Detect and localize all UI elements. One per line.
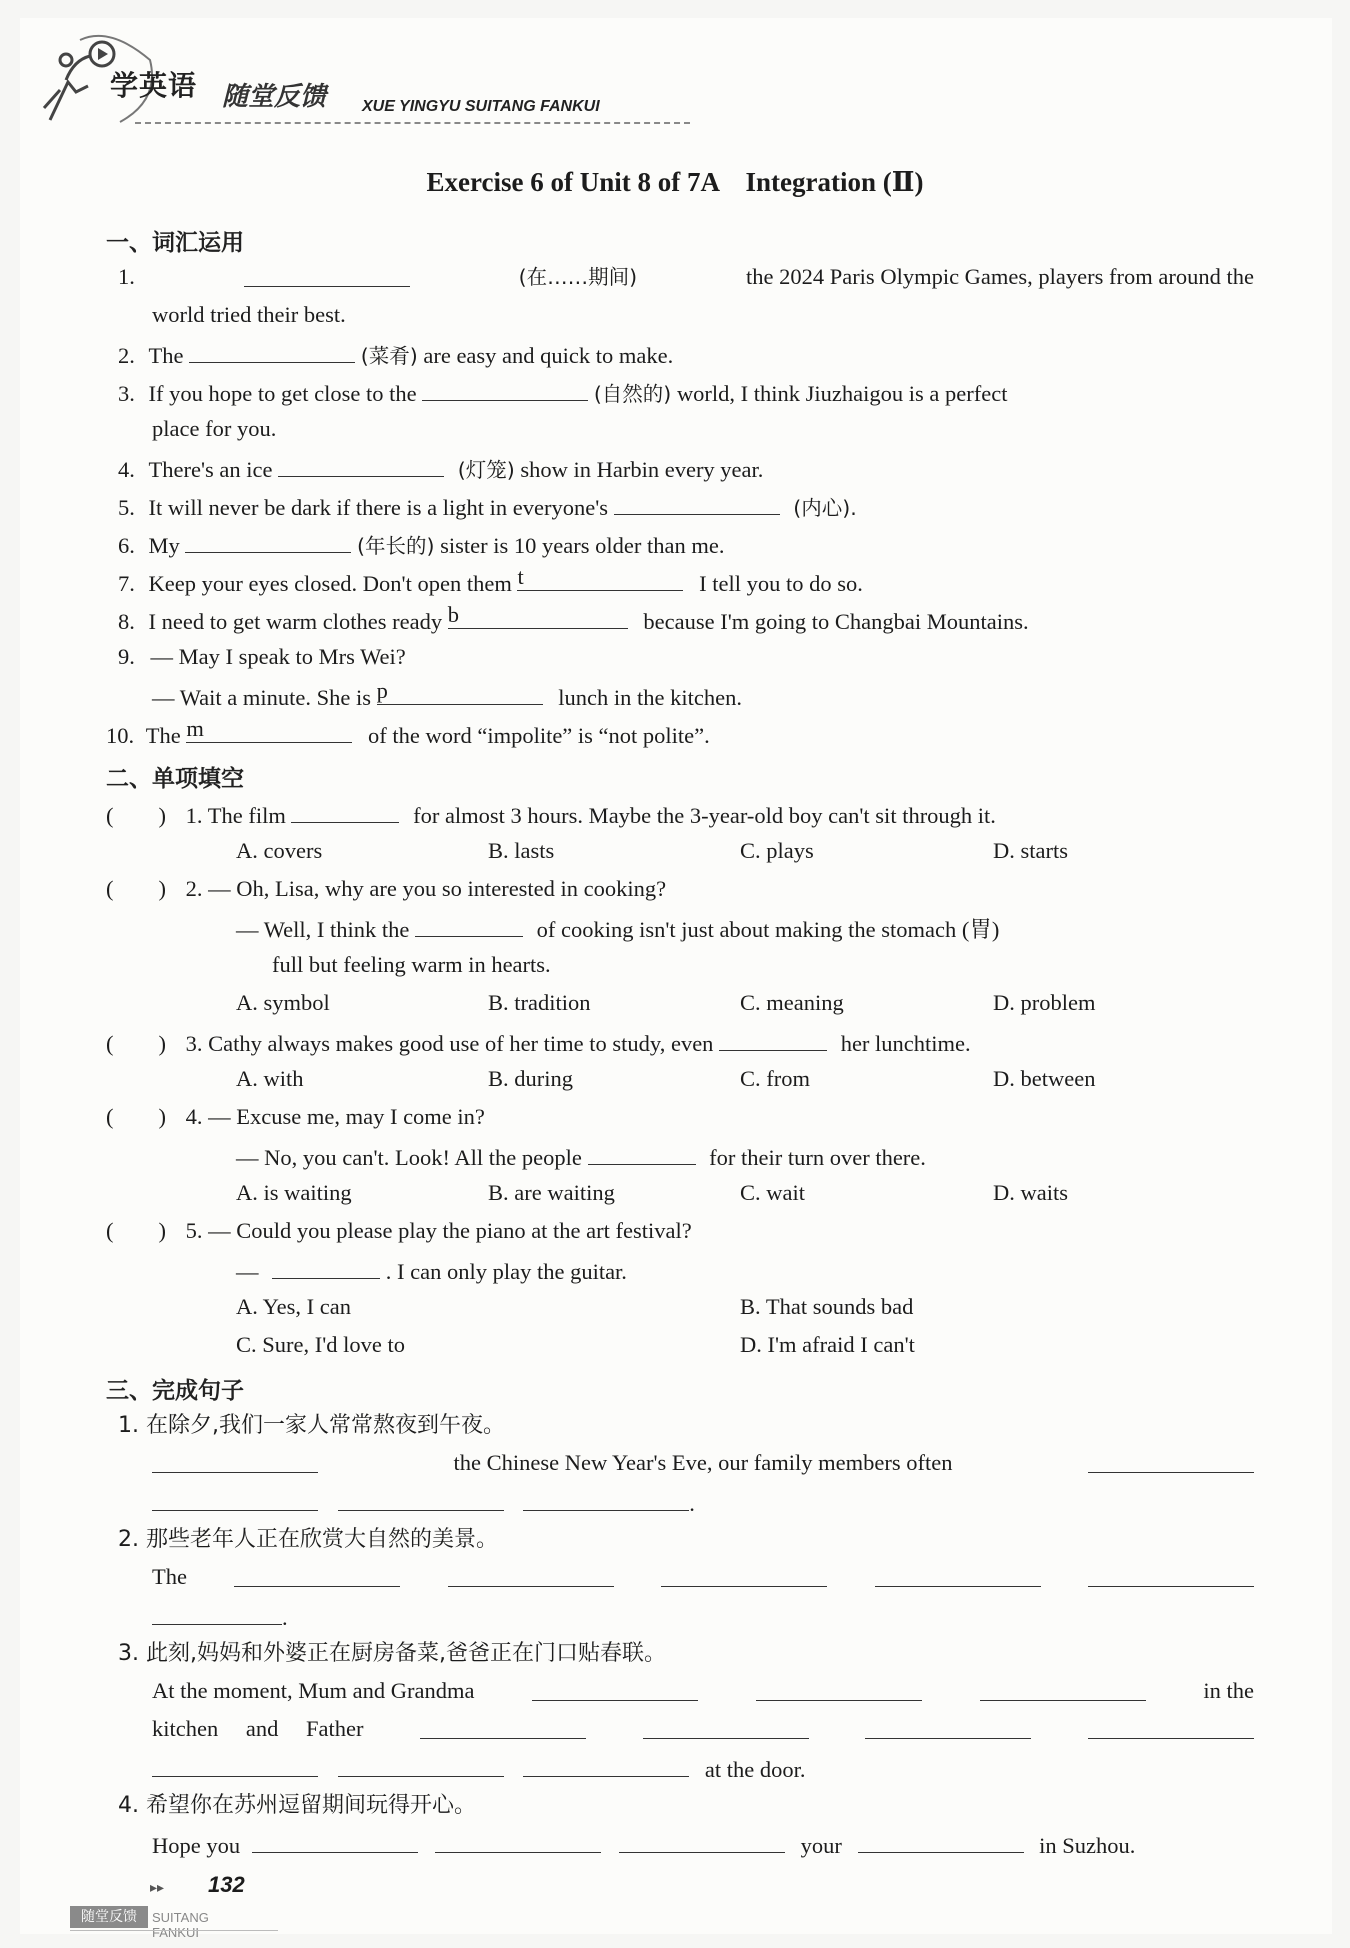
- answer-paren[interactable]: ( ): [106, 1031, 166, 1056]
- vocab-q7: 7. Keep your eyes closed. Don't open them t I tell you to do so.: [118, 564, 863, 596]
- sent-q2-line1: The: [152, 1562, 1254, 1592]
- vocab-q3-line1: 3. If you hope to get close to the (自然的) world, I think Jiuzhaigou is a perfect: [118, 376, 1254, 409]
- mc-q2-line3: full but feeling warm in hearts.: [272, 952, 551, 977]
- sent-q1-line1: the Chinese New Year's Eve, our family members often: [152, 1448, 1254, 1478]
- answer-blank[interactable]: [252, 1828, 418, 1853]
- footer-tag-pinyin: SUITANG FANKUI: [152, 1910, 209, 1940]
- vocab-q1-line1: 1. (在……期间) the 2024 Paris Olympic Games, players from around the: [118, 264, 1254, 289]
- vocab-q5: 5. It will never be dark if there is a light in everyone's (内心).: [118, 490, 857, 523]
- answer-blank[interactable]: p: [377, 680, 543, 705]
- mc-q2-option-b: B. tradition: [488, 990, 591, 1015]
- mc-q4-option-d: D. waits: [993, 1180, 1068, 1205]
- vocab-q4: 4. There's an ice (灯笼) show in Harbin every year.: [118, 452, 763, 485]
- mc-q1: ( ) 1. The film for almost 3 hours. Maybe the 3-year-old boy can't sit through it.: [106, 798, 996, 831]
- answer-blank[interactable]: [152, 1600, 282, 1625]
- footer-tag: 随堂反馈: [70, 1906, 148, 1928]
- answer-paren[interactable]: ( ): [106, 803, 166, 828]
- mc-q4-option-b: B. are waiting: [488, 1180, 615, 1205]
- sent-q1-cn: 1. 在除夕,我们一家人常常熬夜到午夜。: [118, 1413, 505, 1438]
- answer-paren[interactable]: ( ): [106, 1104, 166, 1129]
- vocab-q2: 2. The (菜肴) are easy and quick to make.: [118, 338, 673, 371]
- mc-q2-option-c: C. meaning: [740, 990, 844, 1015]
- answer-blank[interactable]: [1088, 1562, 1254, 1587]
- answer-paren[interactable]: ( ): [106, 1218, 166, 1243]
- mc-q1-option-d: D. starts: [993, 838, 1068, 863]
- answer-blank[interactable]: t: [517, 566, 683, 591]
- vocab-q3-line2: place for you.: [152, 416, 277, 441]
- answer-blank[interactable]: [152, 1752, 318, 1777]
- answer-blank[interactable]: m: [186, 718, 352, 743]
- answer-blank[interactable]: [661, 1562, 827, 1587]
- answer-blank[interactable]: [523, 1752, 689, 1777]
- mc-q2-option-d: D. problem: [993, 990, 1096, 1015]
- answer-blank[interactable]: [420, 1714, 586, 1739]
- answer-blank[interactable]: [244, 262, 410, 287]
- mc-q5-line2: — . I can only play the guitar.: [236, 1254, 627, 1287]
- sent-q3-cn: 3. 此刻,妈妈和外婆正在厨房备菜,爸爸正在门口贴春联。: [118, 1641, 666, 1666]
- sent-q4-cn: 4. 希望你在苏州逗留期间玩得开心。: [118, 1793, 476, 1818]
- mc-q3-option-d: D. between: [993, 1066, 1096, 1091]
- vocab-q1-line2: world tried their best.: [152, 302, 346, 327]
- answer-blank[interactable]: [643, 1714, 809, 1739]
- answer-blank[interactable]: [614, 490, 780, 515]
- vocab-q9-line2: — Wait a minute. She is p lunch in the kitchen.: [152, 678, 742, 710]
- answer-blank[interactable]: [234, 1562, 400, 1587]
- answer-blank[interactable]: [152, 1448, 318, 1473]
- mc-q4-option-a: A. is waiting: [236, 1180, 352, 1205]
- answer-blank[interactable]: [185, 528, 351, 553]
- section-heading-sentences: 三、完成句子: [106, 1378, 244, 1404]
- answer-blank[interactable]: [291, 798, 399, 823]
- mc-q4-option-c: C. wait: [740, 1180, 805, 1205]
- sent-q3-line3: at the door.: [152, 1752, 805, 1785]
- answer-blank[interactable]: [619, 1828, 785, 1853]
- section-heading-vocab: 一、词汇运用: [106, 230, 244, 256]
- mc-q2-line1: ( ) 2. — Oh, Lisa, why are you so interested in cooking?: [106, 876, 667, 901]
- mc-q3-option-c: C. from: [740, 1066, 810, 1091]
- answer-blank[interactable]: [422, 376, 588, 401]
- answer-blank[interactable]: [152, 1486, 318, 1511]
- brand-title: 学英语: [110, 69, 198, 102]
- page-title: Exercise 6 of Unit 8 of 7A Integration (Ⅱ): [426, 167, 924, 197]
- mc-q2-option-a: A. symbol: [236, 990, 330, 1015]
- arrow-icon: ▸▸: [150, 1880, 165, 1896]
- mc-q3: ( ) 3. Cathy always makes good use of her time to study, even her lunchtime.: [106, 1026, 971, 1059]
- answer-blank[interactable]: [1088, 1714, 1254, 1739]
- mc-q3-option-a: A. with: [236, 1066, 304, 1091]
- mc-q1-option-b: B. lasts: [488, 838, 555, 863]
- brand-pinyin: XUE YINGYU SUITANG FANKUI: [362, 98, 600, 115]
- answer-blank[interactable]: [448, 1562, 614, 1587]
- vocab-q9-line1: 9. — May I speak to Mrs Wei?: [118, 644, 406, 669]
- sent-q4-line1: Hope you your in Suzhou.: [152, 1828, 1135, 1861]
- vocab-q6: 6. My (年长的) sister is 10 years older than me.: [118, 528, 724, 561]
- mc-q2-line2: — Well, I think the of cooking isn't just about making the stomach (胃): [236, 912, 999, 945]
- mc-q5-option-c: C. Sure, I'd love to: [236, 1332, 406, 1357]
- page-header: [40, 30, 680, 126]
- answer-blank[interactable]: [415, 912, 523, 937]
- answer-blank[interactable]: [338, 1486, 504, 1511]
- answer-blank[interactable]: [278, 452, 444, 477]
- mc-q1-option-c: C. plays: [740, 838, 814, 863]
- vocab-q10: 10. The m of the word “impolite” is “not polite”.: [106, 716, 710, 748]
- answer-blank[interactable]: [189, 338, 355, 363]
- answer-paren[interactable]: ( ): [106, 876, 166, 901]
- section-heading-multiple-choice: 二、单项填空: [106, 766, 244, 792]
- answer-blank[interactable]: [756, 1676, 922, 1701]
- mc-q5-line1: ( ) 5. — Could you please play the piano at the art festival?: [106, 1218, 692, 1243]
- answer-blank[interactable]: [532, 1676, 698, 1701]
- answer-blank[interactable]: [980, 1676, 1146, 1701]
- mc-q5-option-b: B. That sounds bad: [740, 1294, 914, 1319]
- sent-q3-line1: At the moment, Mum and Grandma in the: [152, 1678, 1254, 1703]
- answer-blank[interactable]: [865, 1714, 1031, 1739]
- page-number: 132: [208, 1872, 245, 1897]
- header-dashed-rule: [135, 122, 690, 124]
- sent-q3-line2: kitchen and Father: [152, 1714, 1254, 1744]
- answer-blank[interactable]: [858, 1828, 1024, 1853]
- answer-blank[interactable]: [588, 1140, 696, 1165]
- vocab-q8: 8. I need to get warm clothes ready b because I'm going to Changbai Mountains.: [118, 602, 1029, 634]
- sent-q2-cn: 2. 那些老年人正在欣赏大自然的美景。: [118, 1527, 498, 1552]
- mc-q5-option-d: D. I'm afraid I can't: [740, 1332, 915, 1357]
- answer-blank[interactable]: [1088, 1448, 1254, 1473]
- footer-rule: [70, 1930, 278, 1931]
- answer-blank[interactable]: [272, 1254, 380, 1279]
- sent-q2-line2: .: [152, 1600, 288, 1633]
- brand-subtitle: 随堂反馈: [222, 82, 327, 112]
- mc-q1-option-a: A. covers: [236, 838, 323, 863]
- answer-blank[interactable]: [435, 1828, 601, 1853]
- mc-q4-line2: — No, you can't. Look! All the people for their turn over there.: [236, 1140, 926, 1173]
- answer-blank[interactable]: b: [448, 604, 628, 629]
- answer-blank[interactable]: [875, 1562, 1041, 1587]
- answer-blank[interactable]: [719, 1026, 827, 1051]
- answer-blank[interactable]: [338, 1752, 504, 1777]
- answer-blank[interactable]: [523, 1486, 689, 1511]
- mc-q5-option-a: A. Yes, I can: [236, 1294, 351, 1319]
- mc-q4-line1: ( ) 4. — Excuse me, may I come in?: [106, 1104, 485, 1129]
- sent-q1-line2: .: [152, 1486, 695, 1519]
- mc-q3-option-b: B. during: [488, 1066, 574, 1091]
